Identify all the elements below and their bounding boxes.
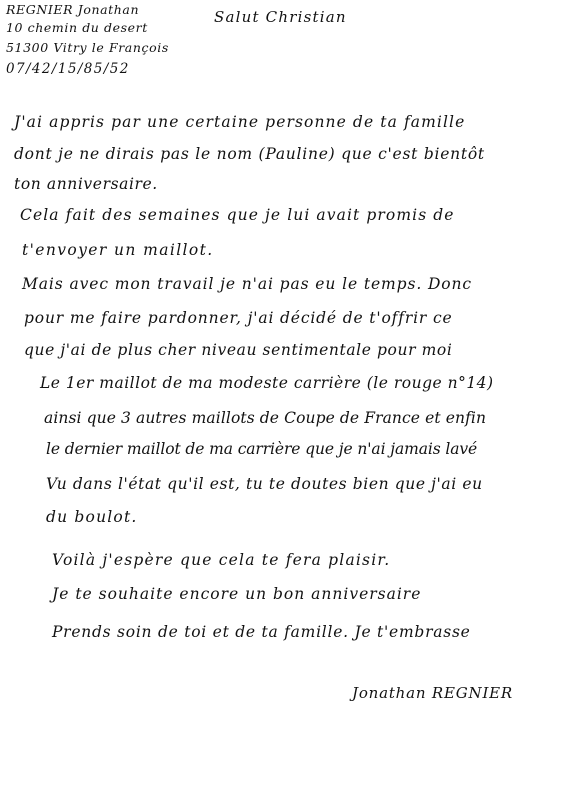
- letter-line: que j'ai de plus cher niveau sentimentale pour moi: [24, 341, 453, 359]
- letter-line: ainsi que 3 autres maillots de Coupe de France et enfin: [44, 409, 487, 427]
- letter-line: Mais avec mon travail je n'ai pas eu le temps. Donc: [22, 275, 472, 293]
- letter-line: ton anniversaire.: [14, 175, 158, 193]
- letter-line: le dernier maillot de ma carrière que je n'ai jamais lavé: [46, 440, 478, 458]
- letter-line: du boulot.: [46, 508, 138, 526]
- letter-line: t'envoyer un maillot.: [22, 241, 214, 259]
- letter-line: Voilà j'espère que cela te fera plaisir.: [52, 551, 391, 569]
- letter-line: Cela fait des semaines que je lui avait promis de: [20, 206, 455, 224]
- signature: Jonathan REGNIER: [352, 684, 514, 702]
- letter-line: dont je ne dirais pas le nom (Pauline) que c'est bientôt: [14, 145, 485, 163]
- letter-line: pour me faire pardonner, j'ai décidé de t'offrir ce: [24, 309, 453, 327]
- sender-name: REGNIER Jonathan: [6, 2, 140, 17]
- greeting: Salut Christian: [214, 8, 347, 26]
- letter-line: Le 1er maillot de ma modeste carrière (le rouge n°14): [40, 374, 494, 392]
- letter-line: Prends soin de toi et de ta famille. Je t'embrasse: [52, 623, 471, 641]
- letter-line: J'ai appris par une certaine personne de ta famille: [14, 113, 466, 131]
- letter-line: Vu dans l'état qu'il est, tu te doutes bien que j'ai eu: [46, 475, 483, 493]
- sender-street: 10 chemin du desert: [6, 20, 148, 35]
- sender-city: 51300 Vitry le François: [6, 40, 169, 55]
- letter-line: Je te souhaite encore un bon anniversaire: [52, 585, 422, 603]
- sender-phone: 07/42/15/85/52: [6, 61, 130, 77]
